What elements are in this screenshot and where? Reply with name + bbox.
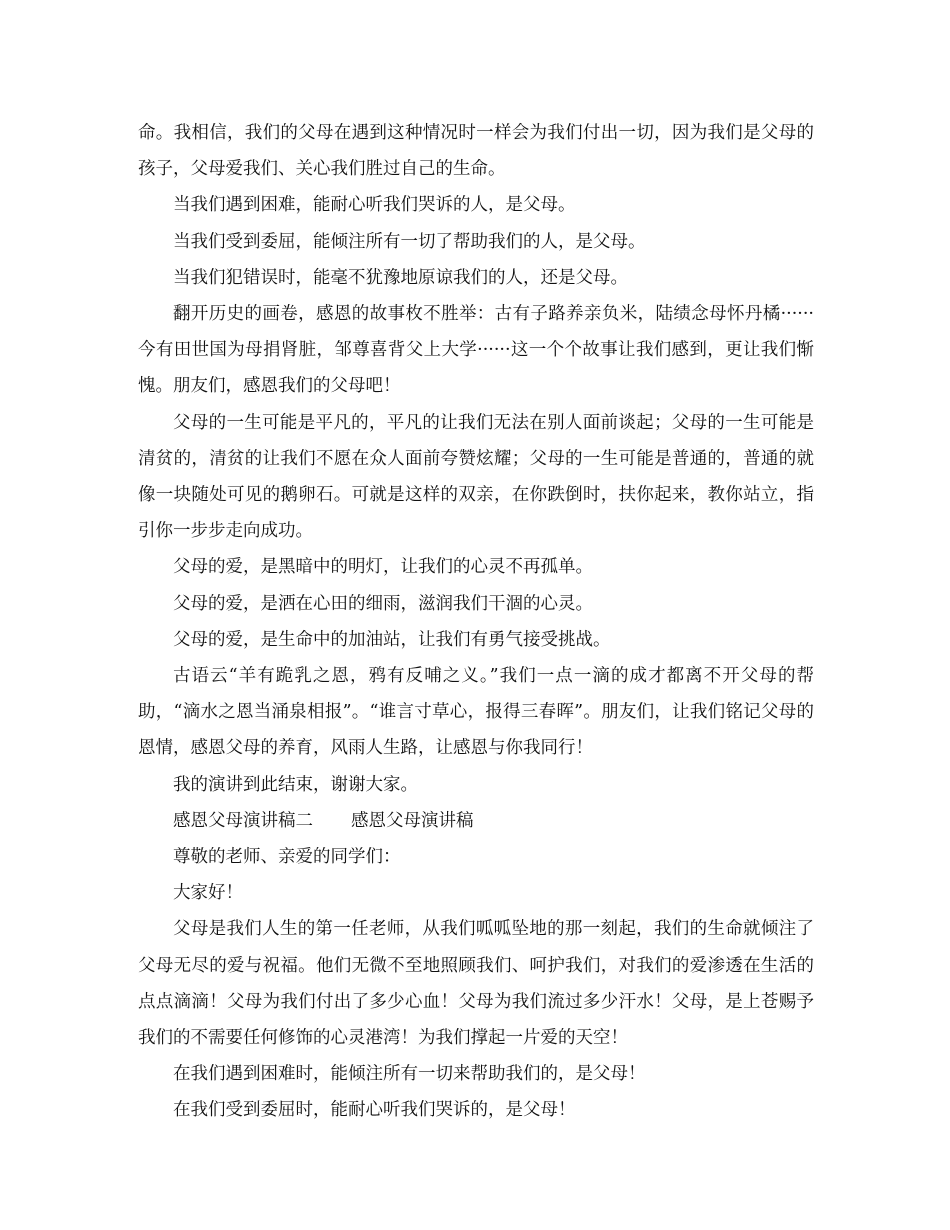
paragraph: 在我们受到委屈时，能耐心听我们哭诉的，是父母！ — [173, 1100, 576, 1121]
paragraph: 古语云“羊有跪乳之恩，鸦有反哺之义。”我们一点一滴的成才都离不开父母的帮助，“滴水之恩当涌泉相报”。“谁言寸草心，报得三春晖”。朋友们，让我们铭记父母的恩情，感恩父母的养育，风雨人生路，让感恩与你我同行！ — [138, 666, 814, 759]
paragraph: 翻开历史的画卷，感恩的故事枚不胜举：古有子路养亲负米，陆绩念母怀丹橘······今有田世国为母捐肾脏，邹尊喜背父上大学······这一个个故事让我们感到，更让我们惭愧。朋友们，感恩我们的父母吧！ — [138, 304, 814, 397]
paragraph: 父母的爱，是洒在心田的细雨，滋润我们干涸的心灵。 — [173, 593, 593, 614]
document-body — [138, 115, 814, 1129]
paragraph: 大家好！ — [173, 883, 243, 904]
paragraph: 父母是我们人生的第一任老师，从我们呱呱坠地的那一刻起，我们的生命就倾注了父母无尽的爱与祝福。他们无微不至地照顾我们、呵护我们，对我们的爱渗透在生活的点点滴滴！父母为我们付出了多少心血！父母为我们流过多少汗水！父母，是上苍赐予我们的不需要任何修饰的心灵港湾！为我们撑起一片爱的天空！ — [138, 919, 814, 1049]
paragraph: 当我们受到委屈，能倾注所有一切了帮助我们的人，是父母。 — [173, 231, 646, 252]
section-heading — [138, 803, 814, 839]
paragraph: 在我们遇到困难时，能倾注所有一切来帮助我们的，是父母！ — [173, 1064, 646, 1085]
paragraph: 尊敬的老师、亲爱的同学们： — [173, 847, 401, 868]
section-heading-part2: 感恩父母演讲稿 — [351, 810, 474, 831]
paragraph: 当我们犯错误时，能毫不犹豫地原谅我们的人，还是父母。 — [173, 267, 628, 288]
paragraph: 父母的爱，是生命中的加油站，让我们有勇气接受挑战。 — [173, 629, 611, 650]
section-heading-part1: 感恩父母演讲稿二 — [173, 810, 313, 831]
paragraph: 我的演讲到此结束，谢谢大家。 — [173, 774, 418, 795]
paragraph: 父母的爱，是黑暗中的明灯，让我们的心灵不再孤单。 — [173, 557, 593, 578]
paragraph-continuation: 命。我相信，我们的父母在遇到这种情况时一样会为我们付出一切，因为我们是父母的孩子，父母爱我们、关心我们胜过自己的生命。 — [138, 123, 814, 180]
paragraph: 当我们遇到困难，能耐心听我们哭诉的人，是父母。 — [173, 195, 576, 216]
paragraph: 父母的一生可能是平凡的，平凡的让我们无法在别人面前谈起；父母的一生可能是清贫的，清贫的让我们不愿在众人面前夸赞炫耀；父母的一生可能是普通的，普通的就像一块随处可见的鹅卵石。可就是这样的双亲，在你跌倒时，扶你起来，教你站立，指引你一步步走向成功。 — [138, 412, 814, 542]
